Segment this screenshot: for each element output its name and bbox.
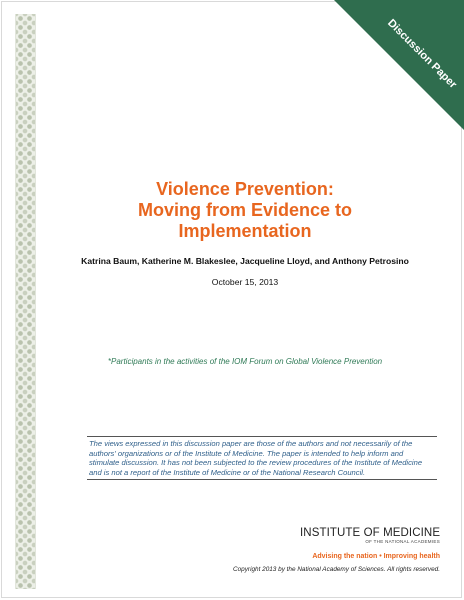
disclaimer-box: The views expressed in this discussion paper are those of the authors and not necessarily of the authors' organizations or of the Institute of Medicine. The paper is intended to help inform and stimulate discussion. It has not been subjected to the review procedures of the Institute of Medicine and is not a report of the Institute of Medicine or of the National Research Council. [87,436,437,480]
decorative-pattern-strip [15,14,36,589]
copyright-notice: Copyright 2013 by the National Academy of Sciences. All rights reserved. [233,566,440,573]
iom-logo-name: INSTITUTE OF MEDICINE [300,527,441,539]
title-line-1: Violence Prevention: [156,179,334,199]
corner-label: Discussion Paper [385,17,459,91]
iom-logo [300,527,440,544]
title-line-3: Implementation [178,221,312,241]
publication-date: October 15, 2013 [211,277,279,287]
corner-triangle [334,0,464,130]
participants-note: *Participants in the activities of the IOM Forum on Global Violence Prevention [107,357,383,366]
title-line-2: Moving from Evidence to [137,200,353,220]
document-title [60,179,430,242]
authors: Katrina Baum, Katherine M. Blakeslee, Jacqueline Lloyd, and Anthony Petrosino [81,256,409,266]
discussion-paper-corner [334,0,464,130]
iom-tagline: Advising the nation • Improving health [312,553,440,560]
iom-logo-subtitle: OF THE NATIONAL ACADEMIES [365,539,440,544]
